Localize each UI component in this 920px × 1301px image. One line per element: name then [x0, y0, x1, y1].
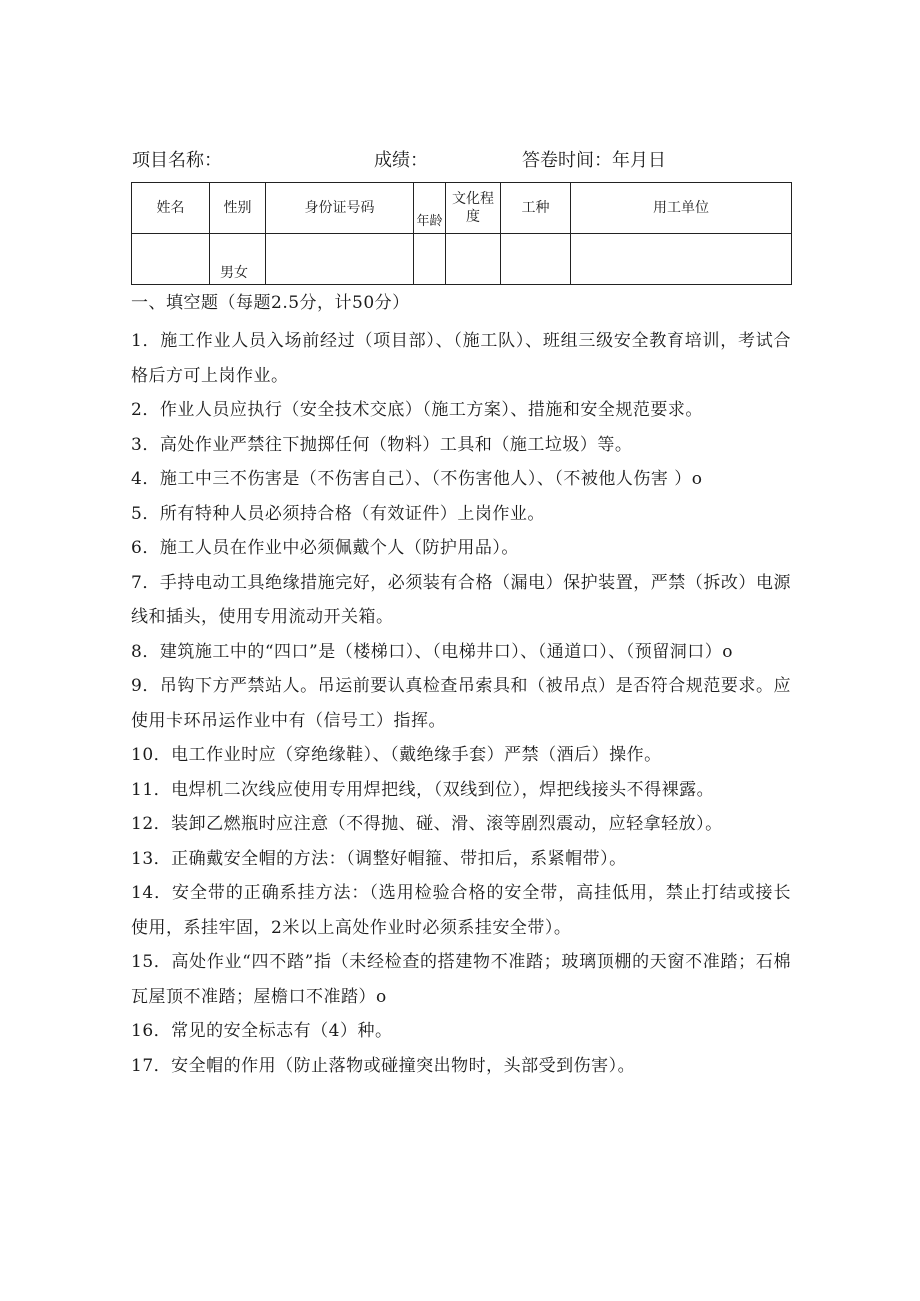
header-education: 文化程度 [446, 183, 501, 234]
age-cell[interactable] [414, 234, 446, 285]
question-10: 10．电工作业时应（穿绝缘鞋）、（戴绝缘手套）严禁（酒后）操作。 [131, 745, 662, 765]
header-gender: 性别 [210, 183, 266, 234]
question-14: 14．安全带的正确系挂方法：（选用检验合格的安全带，高挂低用，禁止打结或接长使用，系挂牢固，2米以上高处作业时必须系挂安全带）。 [131, 883, 791, 938]
job-type-cell[interactable] [501, 234, 571, 285]
question-17: 17．安全帽的作用（防止落物或碰撞突出物时，头部受到伤害）。 [131, 1055, 636, 1076]
question-5: 5．所有特种人员必须持合格（有效证件）上岗作业。 [131, 503, 545, 524]
question-8: 8．建筑施工中的“四口”是（楼梯口）、（电梯井口）、（通道口）、（预留洞口）o [131, 641, 733, 662]
header-name: 姓名 [132, 183, 210, 234]
question-13: 13．正确戴安全帽的方法：（调整好帽箍、带扣后，系紧帽带）。 [131, 848, 627, 869]
education-cell[interactable] [446, 234, 501, 285]
question-16: 16．常见的安全标志有（4）种。 [131, 1021, 393, 1041]
header-employer: 用工单位 [571, 183, 792, 234]
name-cell[interactable] [132, 234, 210, 285]
project-name-label: 项目名称： [132, 150, 222, 171]
header-age: 年龄 [414, 183, 446, 234]
question-9: 9．吊钩下方严禁站人。吊运前要认真检查吊索具和（被吊点）是否符合规范要求。应使用卡环吊运作业中有（信号工）指挥。 [131, 676, 791, 731]
table-header-row [132, 183, 792, 234]
question-12: 12．装卸乙燃瓶时应注意（不得抛、碰、滑、滚等剧烈震动，应轻拿轻放）。 [131, 814, 723, 834]
question-2: 2．作业人员应执行（安全技术交底）（施工方案）、措施和安全规范要求。 [131, 400, 703, 420]
question-6: 6．施工人员在作业中必须佩戴个人（防护用品）。 [131, 538, 519, 558]
header-job-type: 工种 [501, 183, 571, 234]
gender-cell[interactable]: 男女 [210, 234, 266, 285]
score-label: 成绩： [374, 150, 428, 171]
section-title: 一、填空题（每题2.5分，计50分） [131, 293, 410, 313]
question-11: 11．电焊机二次线应使用专用焊把线，（双线到位），焊把线接头不得裸露。 [131, 779, 715, 800]
table-row [132, 234, 792, 285]
question-15: 15．高处作业“四不踏”指（未经检查的搭建物不准踏；玻璃顶棚的天窗不准踏；石棉瓦屋顶不准踏；屋檐口不准踏）o [131, 952, 791, 1007]
employer-cell[interactable] [571, 234, 792, 285]
question-3: 3．高处作业严禁往下抛掷任何（物料）工具和（施工垃圾）等。 [131, 434, 633, 455]
id-number-cell[interactable] [266, 234, 414, 285]
question-7: 7．手持电动工具绝缘措施完好，必须装有合格（漏电）保护装置，严禁（拆改）电源线和插头，使用专用流动开关箱。 [131, 572, 791, 627]
question-4: 4．施工中三不伤害是（不伤害自己）、（不伤害他人）、（不被他人伤害 ）o [131, 469, 703, 489]
exam-header [132, 146, 792, 172]
question-1: 1．施工作业人员入场前经过（项目部）、（施工队）、班组三级安全教育培训，考试合格后方可上岗作业。 [131, 331, 791, 386]
header-id-number: 身份证号码 [266, 183, 414, 234]
question-section [131, 290, 791, 1083]
personal-info-table [131, 182, 792, 285]
answer-date-label: 答卷时间：年月日 [522, 150, 666, 171]
